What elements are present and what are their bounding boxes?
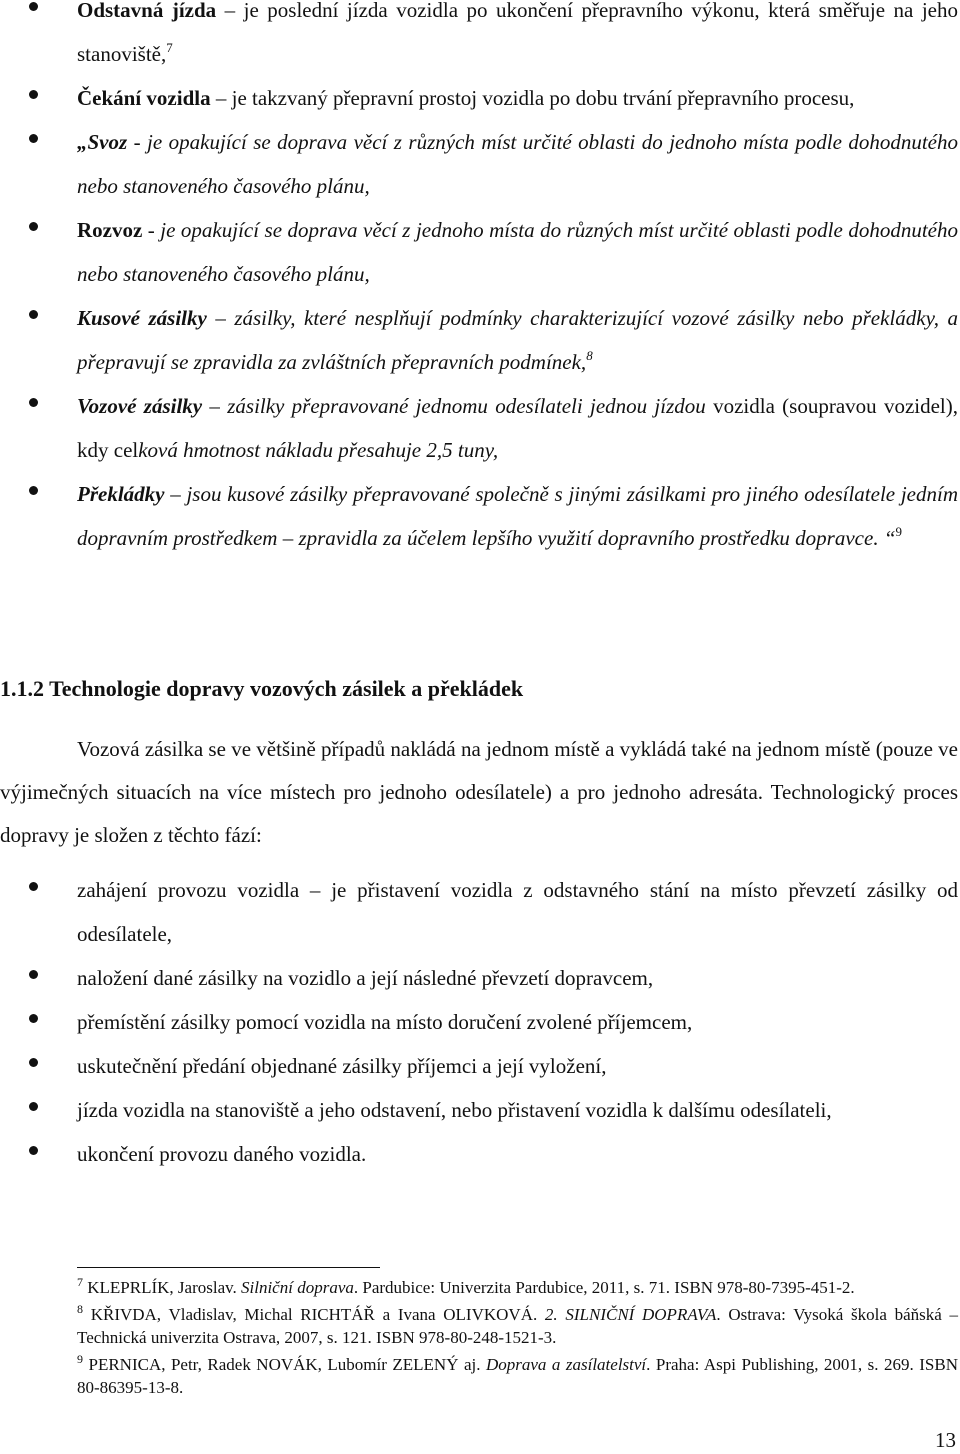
citation-title: Doprava a zasílatelství [485, 1355, 647, 1374]
citation-title: Silniční doprava [241, 1278, 354, 1297]
definition-term: Kusové zásilky [77, 306, 207, 330]
section-heading: 1.1.2 Technologie dopravy vozových zásilek a překládek [0, 676, 524, 701]
footnote-number: 9 [77, 1352, 83, 1366]
definition-term: Překládky [77, 482, 165, 506]
definition-term: Rozvoz [77, 218, 143, 242]
phase-item: zahájení provozu vozidla – je přistavení vozidla z odstavného stání na místo převzetí zásilky od odesílatele, [0, 868, 960, 956]
footnotes [77, 1276, 958, 1403]
footnote-ref: 8 [586, 348, 593, 363]
footnote-separator [77, 1267, 380, 1268]
definition-item: „Svoz - je opakující se doprava věcí z různých míst určité oblasti do jednoho místa podle dohodnutého nebo stanoveného časového plánu, [0, 120, 960, 208]
definition-list [0, 0, 960, 560]
definition-item: Překládky – jsou kusové zásilky přepravované společně s jinými zásilkami pro jiného odesílatele jedním dopravním prostředkem – zpravidla za účelem lepšího využití dopravního prostředku dopravce. “$^9$ [0, 472, 960, 560]
phase-item: naložení dané zásilky na vozidlo a její následné převzetí dopravcem, [0, 956, 960, 1000]
definition-item: Odstavná jízda – je poslední jízda vozidla po ukončení přepravního výkonu, která směřuje na jeho stanoviště,$^7$ [0, 0, 960, 76]
phase-item: uskutečnění předání objednané zásilky příjemci a její vyložení, [0, 1044, 960, 1088]
definition-item: Kusové zásilky – zásilky, které nesplňují podmínky charakterizující vozové zásilky nebo překládky, a přepravují se zpravidla za zvláštních přepravních podmínek,$^8$ [0, 296, 960, 384]
phase-list [0, 868, 960, 1176]
page-number: 13 [935, 1428, 956, 1452]
definition-term: Odstavná jízda [77, 0, 217, 22]
definition-item: Vozové zásilky – zásilky přepravované jednomu odesílateli jednou jízdou vozidla (soupravou vozidel), kdy celková hmotnost nákladu přesahuje 2,5 tuny, [0, 384, 960, 472]
footnote-number: 8 [77, 1302, 83, 1316]
footnote-number: 7 [77, 1275, 83, 1289]
definition-term: Čekání vozidla [77, 86, 211, 110]
definition-item: Rozvoz - je opakující se doprava věcí z jednoho místa do různých míst určité oblasti podle dohodnutého nebo stanoveného časového plánu, [0, 208, 960, 296]
phase-item: přemístění zásilky pomocí vozidla na místo doručení zvolené příjemcem, [0, 1000, 960, 1044]
body-paragraph: Vozová zásilka se ve většině případů nakládá na jednom místě a vykládá také na jednom místě (pouze ve výjimečných situacích na více místech pro jednoho odesílatele) a pro jednoho adresáta. Technologický proces dopravy je složen z těchto fází: [0, 737, 958, 847]
phase-item: jízda vozidla na stanoviště a jeho odstavení, nebo přistavení vozidla k dalšímu odesílateli, [0, 1088, 960, 1132]
definition-term: Vozové zásilky [77, 394, 203, 418]
definition-item: Čekání vozidla – je takzvaný přepravní prostoj vozidla po dobu trvání přepravního procesu, [0, 76, 960, 120]
definition-term: „Svoz [77, 130, 128, 154]
footnote: $^9$ PERNICA, Petr, Radek NOVÁK, Lubomír ZELENÝ aj. Doprava a zasílatelství. Praha: Aspi Publishing, 2001, s. 269. ISBN 80-86395-13-8. [77, 1352, 958, 1397]
footnote: $^8$ KŘIVDA, Vladislav, Michal RICHTÁŘ a Ivana OLIVKOVÁ. 2. SILNIČNÍ DOPRAVA. Ostrava: Vysoká škola báňská – Technická univerzita Ostrava, 2007, s. 121. ISBN 978-80-248-1521-3. [77, 1302, 959, 1347]
phase-item: ukončení provozu daného vozidla. [0, 1132, 960, 1176]
footnote-ref: 9 [895, 524, 902, 539]
citation-title: 2. SILNIČNÍ DOPRAVA [544, 1305, 717, 1324]
footnote: $^7$ KLEPRLÍK, Jaroslav. Silniční doprava. Pardubice: Univerzita Pardubice, 2011, s. 71. ISBN 978-80-7395-451-2. [77, 1275, 855, 1297]
footnote-ref: 7 [166, 40, 173, 55]
